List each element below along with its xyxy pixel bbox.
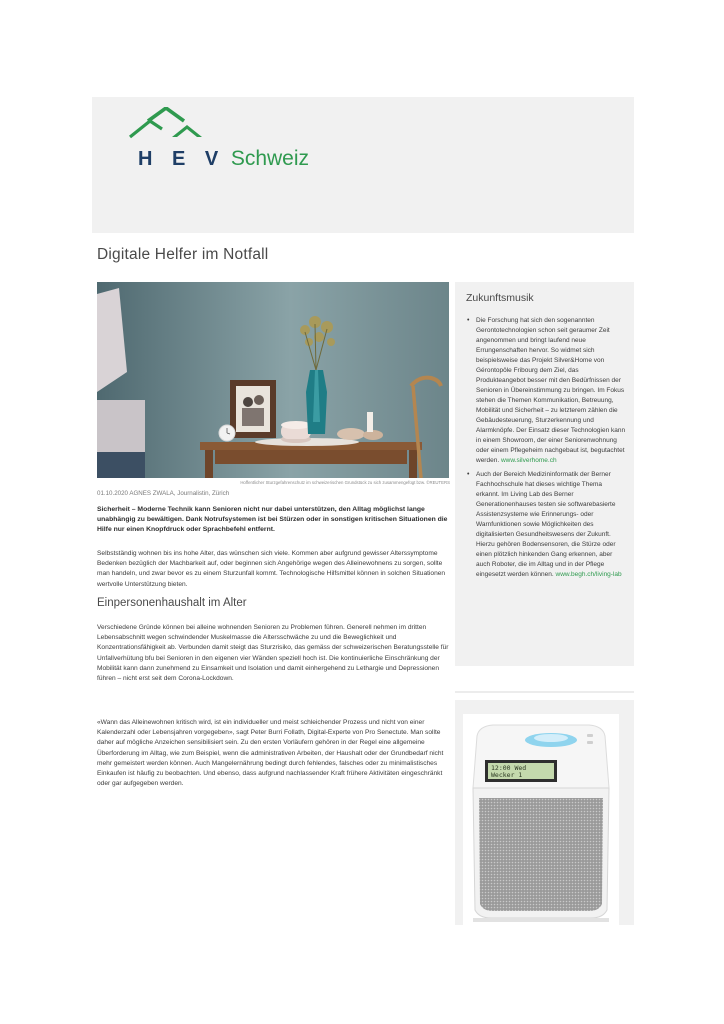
product-image	[463, 714, 619, 925]
sidebar-item-text: Die Forschung hat sich den sogenannten Gerontotechnologien schon seit geraumer Zeit angenommen und bringt laufend neue Errungenschaften hervor. So widmet sich beispielsweise das Projekt Silver&Home von Gérontopôle Fribourg dem Ziel, das Produkteangebot besser mit den Bedürfnissen der Senioren in Übereinstimmung zu bringen. Im Fokus stehen die Themen Kommunikation, Betreuung, Mobilität und Sicherheit – zu letzterem zählen die Gebäudesteuerung, Sturzerkennung und Alarmknöpfe. Der Einsatz dieser Technologien kann in einem Showroom, der einer Seniorenwohnung oder einem Pflegeheim nachgebaut ist, begutachtet werden.	[476, 317, 626, 464]
logo-schweiz-text: Schweiz	[230, 147, 310, 170]
product-image-box	[455, 700, 634, 925]
sidebar-link-silverhome[interactable]: www.silverhome.ch	[500, 457, 557, 464]
header-band	[92, 97, 634, 233]
sidebar-item-text: Auch der Bereich Medizininformatik der Berner Fachhochschule hat dieses wichtige Thema erkannt. Im Living Lab des Berner Generationenhauses testen sie softwarebasierte Assistenzsysteme wie Erinnerungs- oder Warnfunktionen sowie Möglichkeiten des digitalisierten Gesundheitswesens der Zukunft. Hierzu gehören Bodensensoren, die Stürze oder einen plötzlich hinkenden Gang erkennen, aber auch Roboter, die im Alltag und in der Pflege eingesetzt werden können.	[476, 471, 616, 578]
sidebar-list-item	[466, 316, 626, 466]
display-line-1: 12:00 Wed	[491, 764, 527, 772]
paragraph-2: Verschiedene Gründe können bei alleine wohnenden Senioren zu Problemen führen. Generell nehmen im dritten Lebensabschnitt wegen schwindender Muskelmasse die Altersschwäche zu und die Beweglichkeit und Konzentrationsfähigkeit ab. Verbunden damit steigt das Sturzrisiko, das gemäss der schweizerischen Beratungsstelle für Unfallverhütung bfu bei Senioren in den eigenen vier Wänden speziell hoch ist. Die kontinuierliche Einschränkung der Mobilität kann dann zunehmend zu Einsamkeit und Isolation und damit einhergehend zu Lethargie und Depressionen führen – nicht erst seit dem Corona-Lockdown.	[97, 624, 449, 683]
paragraph-3: «Wann das Alleinewohnen kritisch wird, ist ein individueller und meist schleichender Prozess und nicht von einer Kalenderzahl oder Lebensjahren vorgegeben», sagt Peter Burri Follath, Digital-Experte von Pro Senectute. Man sollte daher auf mögliche Anzeichen sensibilisiert sein. Zu den ersten Vorläufern gehören in der Regel eine allgemeine Überforderung im Alltag, wie zum Beispiel, wenn die administrativen Arbeiten, der Haushalt oder der Grundbedarf nicht mehr gemeistert werden können. Auch Mangelernährung bedingt durch fehlendes, falsches oder zu minimalistisches Einkaufen ist häufig zu beobachten. Und ebenso, dass aufgrund nachlassender Kraft frühere Aktivitäten eingeschränkt oder gar aufgegeben werden.	[97, 719, 444, 788]
section-subheading: Einpersonenhaushalt im Alter	[97, 597, 247, 609]
sidebar-link-begh[interactable]: www.begh.ch/living-lab	[555, 571, 622, 578]
logo-hev-text: H E V	[138, 148, 226, 170]
sidebar-divider	[455, 691, 634, 693]
photo-caption: Hoffentlicher Sturzgefahrenschutz im schweizerischen Grundstück zu sich zusammengefügt bzw. ©REUTERS	[240, 480, 450, 485]
bedside-table-illustration	[97, 282, 449, 478]
bullet-icon: •	[467, 317, 470, 324]
sidebar-list-item	[466, 470, 626, 580]
roof-logo-icon	[128, 107, 218, 147]
lead-paragraph: Sicherheit – Moderne Technik kann Senioren nicht nur dabei unterstützen, den Alltag möglichst lange unabhängig zu bewältigen. Dank Notrufsystemen ist bei Stürzen oder in sonstigen kritischen Situationen die Hilfe nur einen Knopfdruck oder Sprachbefehl entfernt.	[97, 506, 448, 533]
sidebar-list	[466, 316, 626, 584]
sidebar-title: Zukunftsmusik	[466, 292, 534, 304]
sidebar-box	[455, 282, 634, 666]
display-line-2: Wecker 1	[491, 771, 523, 779]
byline: 01.10.2020 AGNES ZWALA, Journalistin, Zürich	[97, 490, 230, 497]
hev-schweiz-logo[interactable]	[128, 107, 310, 177]
hero-photo	[97, 282, 449, 478]
smart-speaker-illustration	[463, 714, 619, 925]
bullet-icon: •	[467, 471, 470, 478]
article-title: Digitale Helfer im Notfall	[97, 246, 269, 263]
paragraph-1: Selbstständig wohnen bis ins hohe Alter, das wünschen sich viele. Kommen aber aufgrund gewisser Alterssymptome Bedenken bezüglich der Machbarkeit auf, oder beginnen sich Angehörige wegen des Alleinewohnens zu sorgen, sollte man handeln, und zwar bevor es zu einem Sturzunfall kommt. Technologische Hilfsmittel können in solchen Situationen wertvolle Unterstützung bieten.	[97, 550, 446, 588]
logo-wordmark	[138, 147, 309, 171]
